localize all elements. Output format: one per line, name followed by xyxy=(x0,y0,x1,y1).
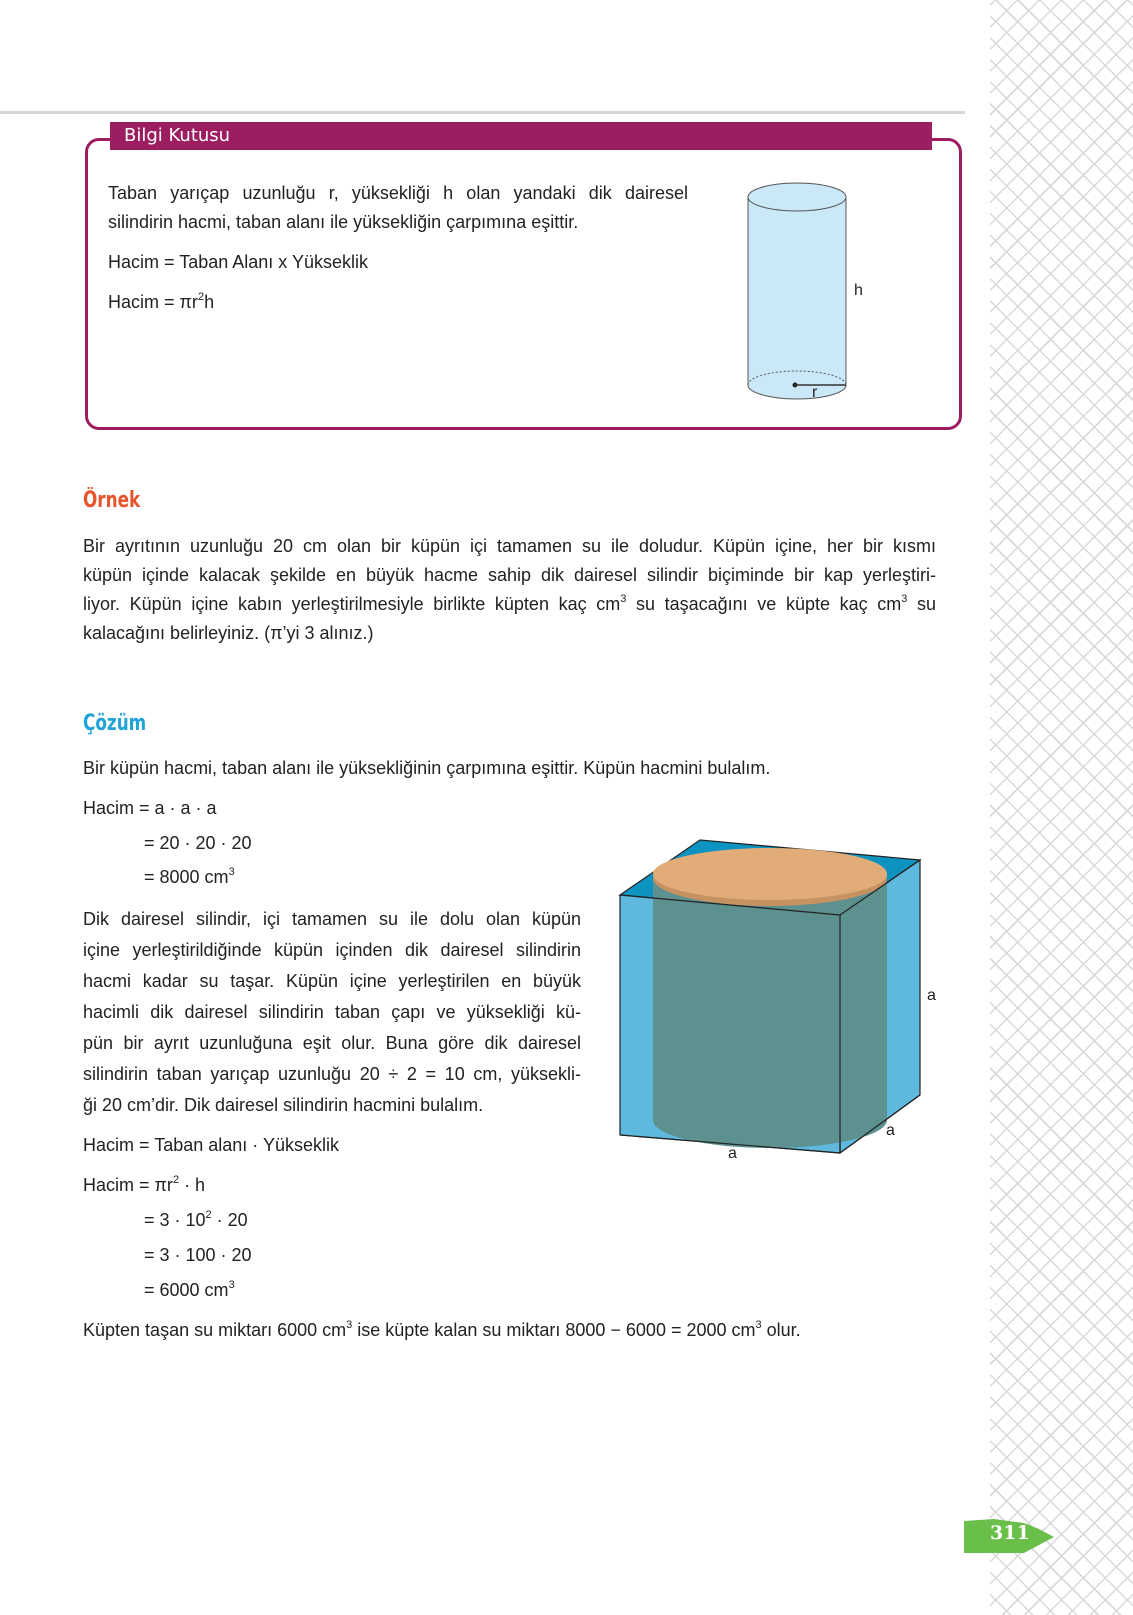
label-a-right: a xyxy=(927,987,936,1004)
cube-eq-3 xyxy=(144,862,235,892)
label-a-depth: a xyxy=(886,1122,895,1139)
ca: Küpten taşan su miktarı 6000 cm xyxy=(83,1320,347,1340)
exp: 3 xyxy=(228,866,235,878)
label-r: r xyxy=(812,384,818,401)
c1: Hacim = πr xyxy=(83,1175,173,1195)
l3c: su xyxy=(907,594,937,614)
solution-para-4: hacimli dik dairesel silindirin taban çapı ve yüksekliği kü- xyxy=(83,1002,581,1022)
f2b: h xyxy=(204,292,215,312)
example-line-2: küpün içinde kalacak şekilde en büyük hacme sahip dik dairesel silindir biçiminde bir kap yerleştiri- xyxy=(83,565,936,585)
info-text-2: silindirin hacmi, taban alanı ile yüksekliğin çarpımına eşittir. xyxy=(108,212,579,232)
exp: 3 xyxy=(346,1319,353,1331)
exp: 3 xyxy=(620,593,627,605)
c4: = 6000 cm xyxy=(144,1280,229,1300)
volume-formula: Hacim = Taban alanı · Yükseklik xyxy=(83,1135,339,1155)
header-rule xyxy=(0,111,965,114)
solution-intro: Bir küpün hacmi, taban alanı ile yüksekliğinin çarpımına eşittir. Küpün hacmini bulalım. xyxy=(83,758,771,778)
l3b: su taşacağını ve küpte kaç cm xyxy=(626,594,902,614)
solution-heading: Çözüm xyxy=(83,711,147,736)
info-formula-2 xyxy=(108,287,214,317)
solution-para-5: pün bir ayrıt uzunluğuna eşit olur. Buna göre dik dairesel xyxy=(83,1033,581,1053)
example-line-4: kalacağını belirleyiniz. (π’yi 3 alınız.) xyxy=(83,623,374,643)
conclusion xyxy=(83,1315,801,1345)
exp: 3 xyxy=(228,1279,235,1291)
solution-para-6: silindirin taban yarıçap uzunluğu 20 ÷ 2 = 10 cm, yüksekli- xyxy=(83,1064,581,1084)
cyl-eq-1 xyxy=(83,1170,205,1200)
exp: 2 xyxy=(205,1209,212,1221)
example-heading: Örnek xyxy=(83,488,141,513)
solution-para-7: ği 20 cm’dir. Dik dairesel silindirin hacmini bulalım. xyxy=(83,1095,484,1115)
example-line-3 xyxy=(83,589,936,619)
info-box-title: Bilgi Kutusu xyxy=(110,122,932,150)
cc: olur. xyxy=(761,1320,801,1340)
info-formula-1: Hacim = Taban Alanı x Yükseklik xyxy=(108,252,368,272)
example-line-1: Bir ayrıtının uzunluğu 20 cm olan bir küpün içi tamamen su ile doludur. Küpün içine, her bir kısmı xyxy=(83,536,936,556)
solution-para-2: içine yerleştirildiğinde küpün içinden dik dairesel silindirin xyxy=(83,940,581,960)
ce3: = 8000 cm xyxy=(144,867,229,887)
solution-para-1: Dik dairesel silindir, içi tamamen su ile dolu olan küpün xyxy=(83,909,581,929)
f2exp: 2 xyxy=(197,291,205,303)
l3a: liyor. Küpün içine kabın yerleştirilmesiyle birlikte küpten kaç cm xyxy=(83,594,621,614)
solution-para-3: hacmi kadar su taşar. Küpün içine yerleştirilen en büyük xyxy=(83,971,581,991)
cb: ise küpte kalan su miktarı 8000 − 6000 = 2000 cm xyxy=(352,1320,756,1340)
cube-cylinder-figure xyxy=(600,830,940,1170)
cyl-eq-4 xyxy=(144,1275,235,1305)
exp: 3 xyxy=(901,593,908,605)
c2: = 3 · 10 xyxy=(144,1210,206,1230)
cube-eq-1: Hacim = a · a · a xyxy=(83,798,217,818)
cube-eq-2: = 20 · 20 · 20 xyxy=(144,833,252,853)
c1b: · h xyxy=(179,1175,206,1195)
page-number: 311 xyxy=(990,1522,1030,1544)
cylinder-figure xyxy=(740,175,860,410)
label-h: h xyxy=(854,282,863,299)
exp: 2 xyxy=(172,1174,180,1186)
exp: 3 xyxy=(755,1319,762,1331)
cyl-eq-2 xyxy=(144,1205,248,1235)
c2b: · 20 xyxy=(211,1210,248,1230)
decorative-pattern-strip xyxy=(990,0,1133,1615)
cyl-eq-3: = 3 · 100 · 20 xyxy=(144,1245,252,1265)
info-text-1: Taban yarıçap uzunluğu r, yüksekliği h olan yandaki dik dairesel xyxy=(108,183,688,203)
f2a: Hacim = πr xyxy=(108,292,198,312)
label-a-bottom: a xyxy=(728,1145,737,1162)
